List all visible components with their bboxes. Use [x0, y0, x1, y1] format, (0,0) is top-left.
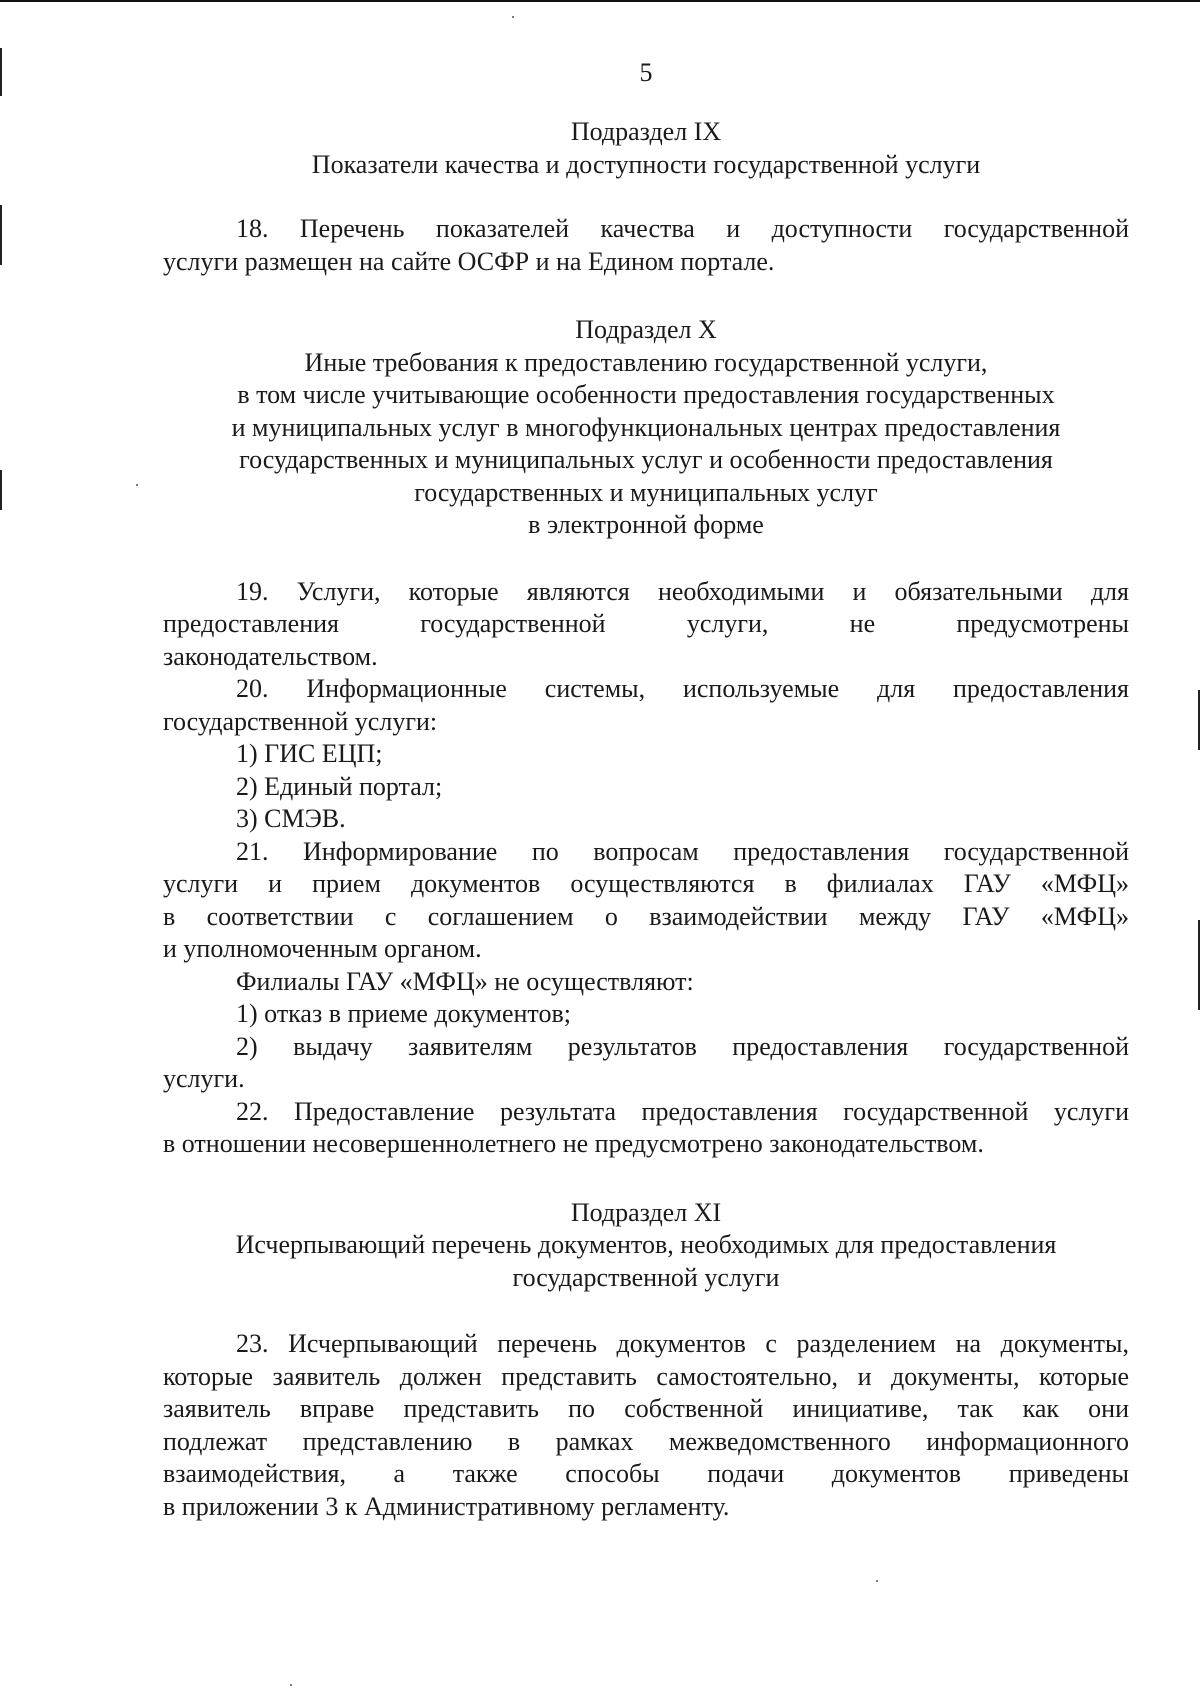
text-line: 19. Услуги, которые являются необходимыми и обязательными для — [236, 576, 1129, 606]
scan-speck — [136, 484, 138, 486]
text-line: предоставления государственной услуги, не предусмотрены — [163, 609, 1129, 638]
paragraph-18 — [163, 213, 1129, 278]
text-line: и уполномоченным органом. — [163, 934, 482, 963]
paragraph-20 — [163, 673, 1129, 836]
section-title: Подраздел IX — [570, 117, 722, 146]
list-item: 1) ГИС ЕЦП; — [236, 739, 383, 768]
list-item: 2) выдачу заявителям результатов предоставления государственной — [236, 1031, 1129, 1061]
list-item: 2) Единый портал; — [236, 771, 443, 801]
section-subtitle-line: государственных и муниципальных услуг — [414, 477, 878, 507]
section-subtitle-line: государственной услуги — [512, 1262, 780, 1292]
text-line: 21. Информирование по вопросам предоставления государственной — [236, 836, 1129, 866]
text-line: законодательством. — [163, 641, 378, 671]
scan-speck — [512, 16, 514, 18]
text-line: государственной услуги: — [163, 706, 438, 736]
text-line: 18. Перечень показателей качества и доступности государственной — [236, 214, 1129, 243]
scan-edge-mark — [0, 470, 2, 510]
text-line: услуги. — [163, 1064, 245, 1093]
page-number: 5 — [639, 58, 653, 87]
text-line: 20. Информационные системы, используемые для предоставления — [236, 674, 1129, 703]
text-line: подлежат представлению в рамках межведомственного информационного — [163, 1426, 1129, 1456]
paragraph-22 — [163, 1096, 1129, 1161]
section-subtitle-line: государственных и муниципальных услуг и особенности предоставления — [239, 445, 1053, 474]
scan-top-border — [0, 0, 1200, 2]
scan-edge-mark — [0, 205, 2, 265]
list-item: 3) СМЭВ. — [236, 804, 346, 833]
section-subtitle-line: в электронной форме — [528, 510, 764, 539]
section-ix-heading — [163, 116, 1129, 181]
paragraph-23 — [163, 1328, 1129, 1523]
paragraph-21 — [163, 836, 1129, 1096]
section-subtitle-line: Иные требования к предоставлению государственной услуги, — [304, 347, 988, 377]
text-line: в отношении несовершеннолетнего не предусмотрено законодательством. — [163, 1129, 984, 1158]
text-line: услуги размещен на сайте ОСФР и на Едином портале. — [163, 246, 775, 276]
text-line: 22. Предоставление результата предоставления государственной услуги — [236, 1096, 1129, 1126]
document-body — [163, 116, 1129, 1523]
section-title: Подраздел X — [575, 315, 717, 344]
section-xi-heading — [163, 1197, 1129, 1295]
text-line: которые заявитель должен представить самостоятельно, и документы, которые — [163, 1361, 1129, 1391]
text-line: 23. Исчерпывающий перечень документов с разделением на документы, — [236, 1329, 1129, 1358]
scan-speck — [290, 1684, 292, 1686]
list-item: 1) отказ в приеме документов; — [236, 999, 571, 1028]
section-x-heading — [163, 314, 1129, 542]
section-subtitle-line: в том числе учитывающие особенности предоставления государственных — [237, 380, 1055, 409]
paragraph-19 — [163, 576, 1129, 674]
text-line: взаимодействия, а также способы подачи документов приведены — [163, 1459, 1129, 1488]
section-title: Подраздел XI — [570, 1197, 722, 1227]
text-line: в соответствии с соглашением о взаимодействии между ГАУ «МФЦ» — [163, 901, 1129, 931]
text-line: заявитель вправе представить по собственной инициативе, так как они — [163, 1394, 1129, 1423]
section-subtitle-line: и муниципальных услуг в многофункциональных центрах предоставления — [231, 412, 1061, 442]
section-subtitle-line: Исчерпывающий перечень документов, необходимых для предоставления — [235, 1230, 1057, 1259]
text-line: Филиалы ГАУ «МФЦ» не осуществляют: — [236, 966, 694, 996]
text-line: услуги и прием документов осуществляются в филиалах ГАУ «МФЦ» — [163, 869, 1129, 898]
scan-speck — [876, 1580, 878, 1582]
section-subtitle-line: Показатели качества и доступности государственной услуги — [311, 149, 981, 179]
text-line: в приложении 3 к Административному регламенту. — [163, 1491, 730, 1521]
